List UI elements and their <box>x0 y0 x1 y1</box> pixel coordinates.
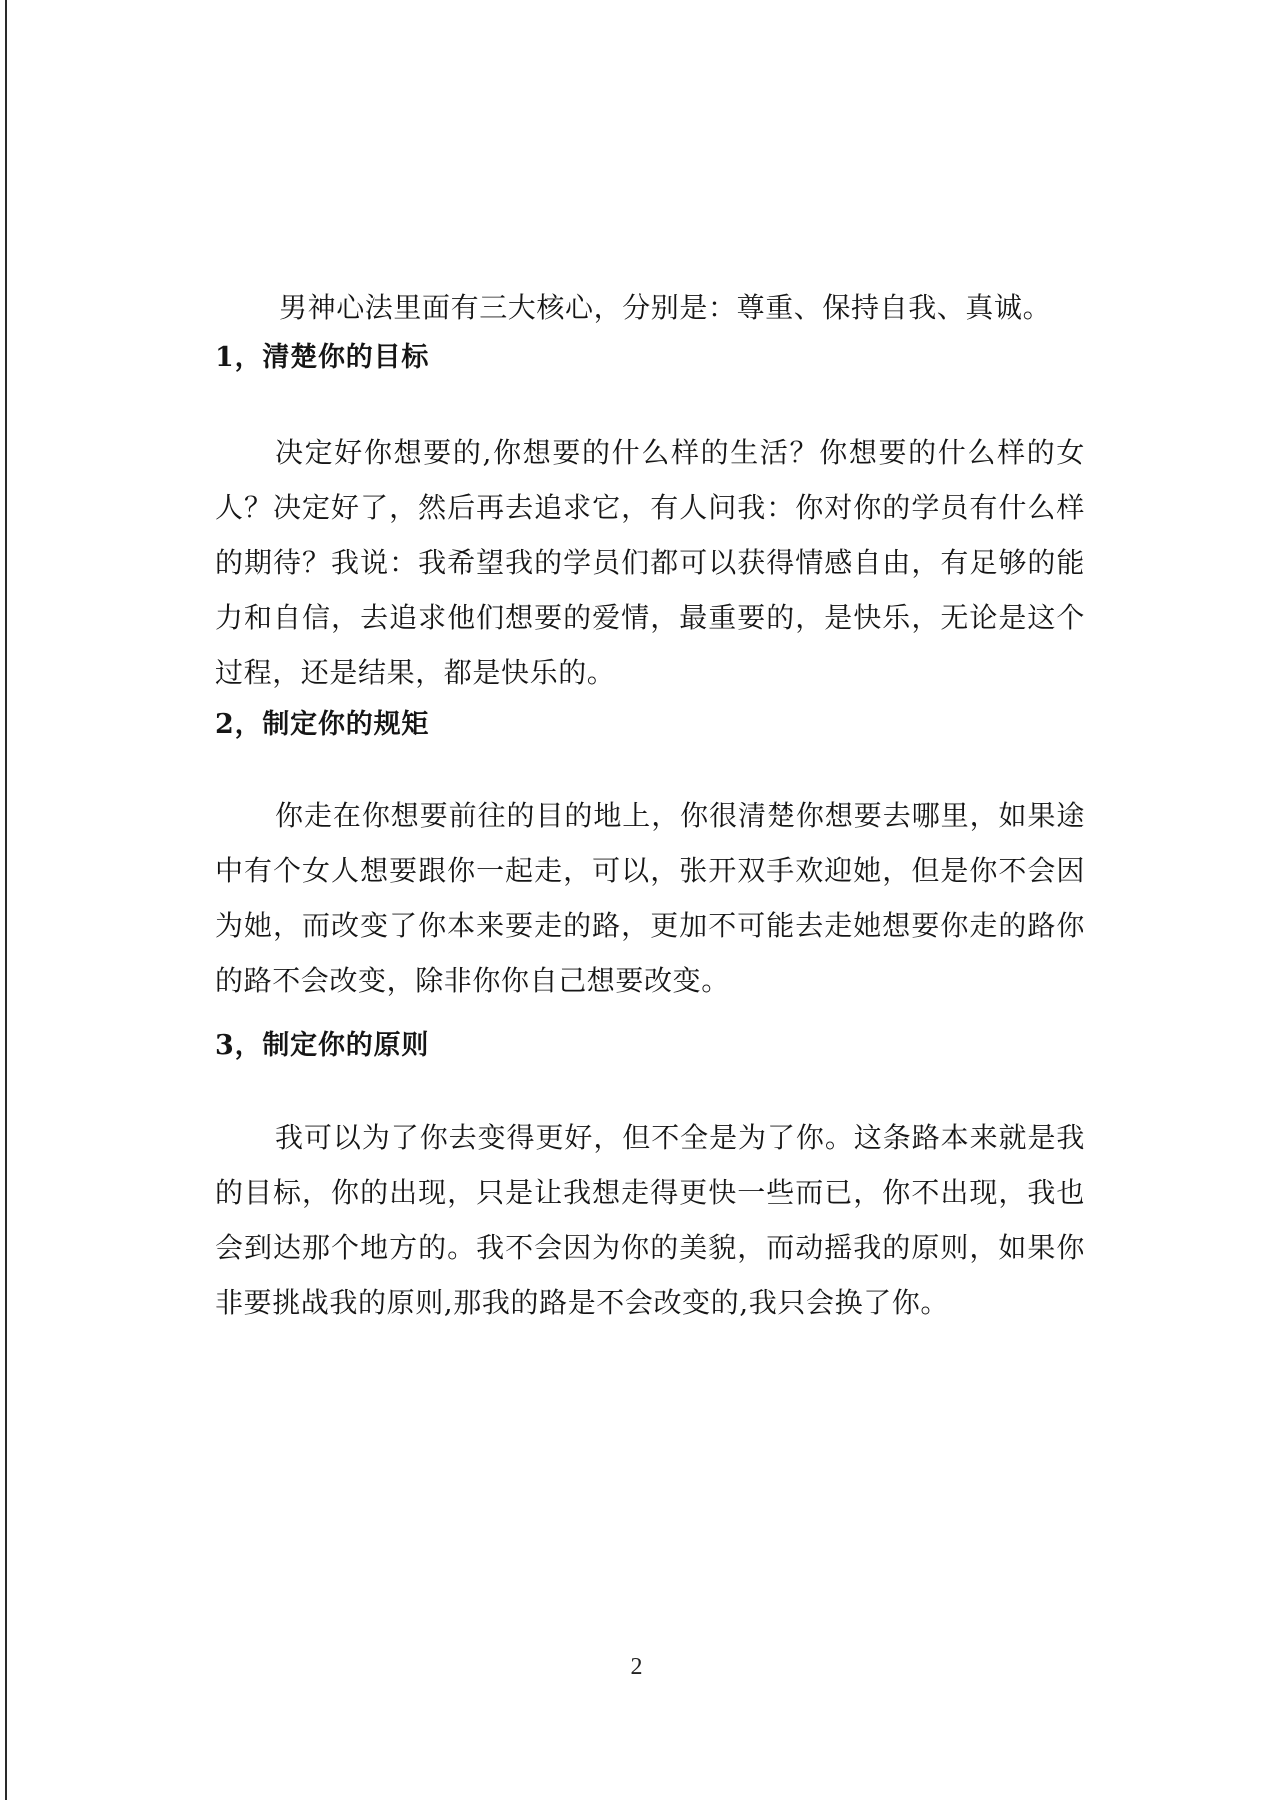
section-2-body: 你走在你想要前往的目的地上，你很清楚你想要去哪里，如果途中有个女人想要跟你一起走，可以，张开双手欢迎她，但是你不会因为她，而改变了你本来要走的路，更加不可能去走她想要你走的路你的路不会改变，除非你你自己想要改变。 <box>215 799 1085 997</box>
intro-paragraph: 男神心法里面有三大核心，分别是：尊重、保持自我、真诚。 <box>279 291 1052 324</box>
section-3-heading: 3，制定你的原则 <box>215 1030 430 1061</box>
document-page <box>215 0 1085 1800</box>
section-3-body: 我可以为了你去变得更好，但不全是为了你。这条路本来就是我的目标，你的出现，只是让我想走得更快一些而已，你不出现，我也会到达那个地方的。我不会因为你的美貌，而动摇我的原则，如果你非要挑战我的原则,那我的路是不会改变的,我只会换了你。 <box>215 1121 1085 1319</box>
page-edge-line <box>5 0 7 1800</box>
page-number: 2 <box>630 1654 643 1680</box>
section-1-heading: 1，清楚你的目标 <box>215 342 430 373</box>
section-1-body: 决定好你想要的,你想要的什么样的生活？你想要的什么样的女人？决定好了，然后再去追求它，有人问我：你对你的学员有什么样的期待？我说：我希望我的学员们都可以获得情感自由，有足够的能力和自信，去追求他们想要的爱情，最重要的，是快乐，无论是这个过程，还是结果，都是快乐的。 <box>215 436 1085 689</box>
section-2-heading: 2，制定你的规矩 <box>215 709 430 740</box>
